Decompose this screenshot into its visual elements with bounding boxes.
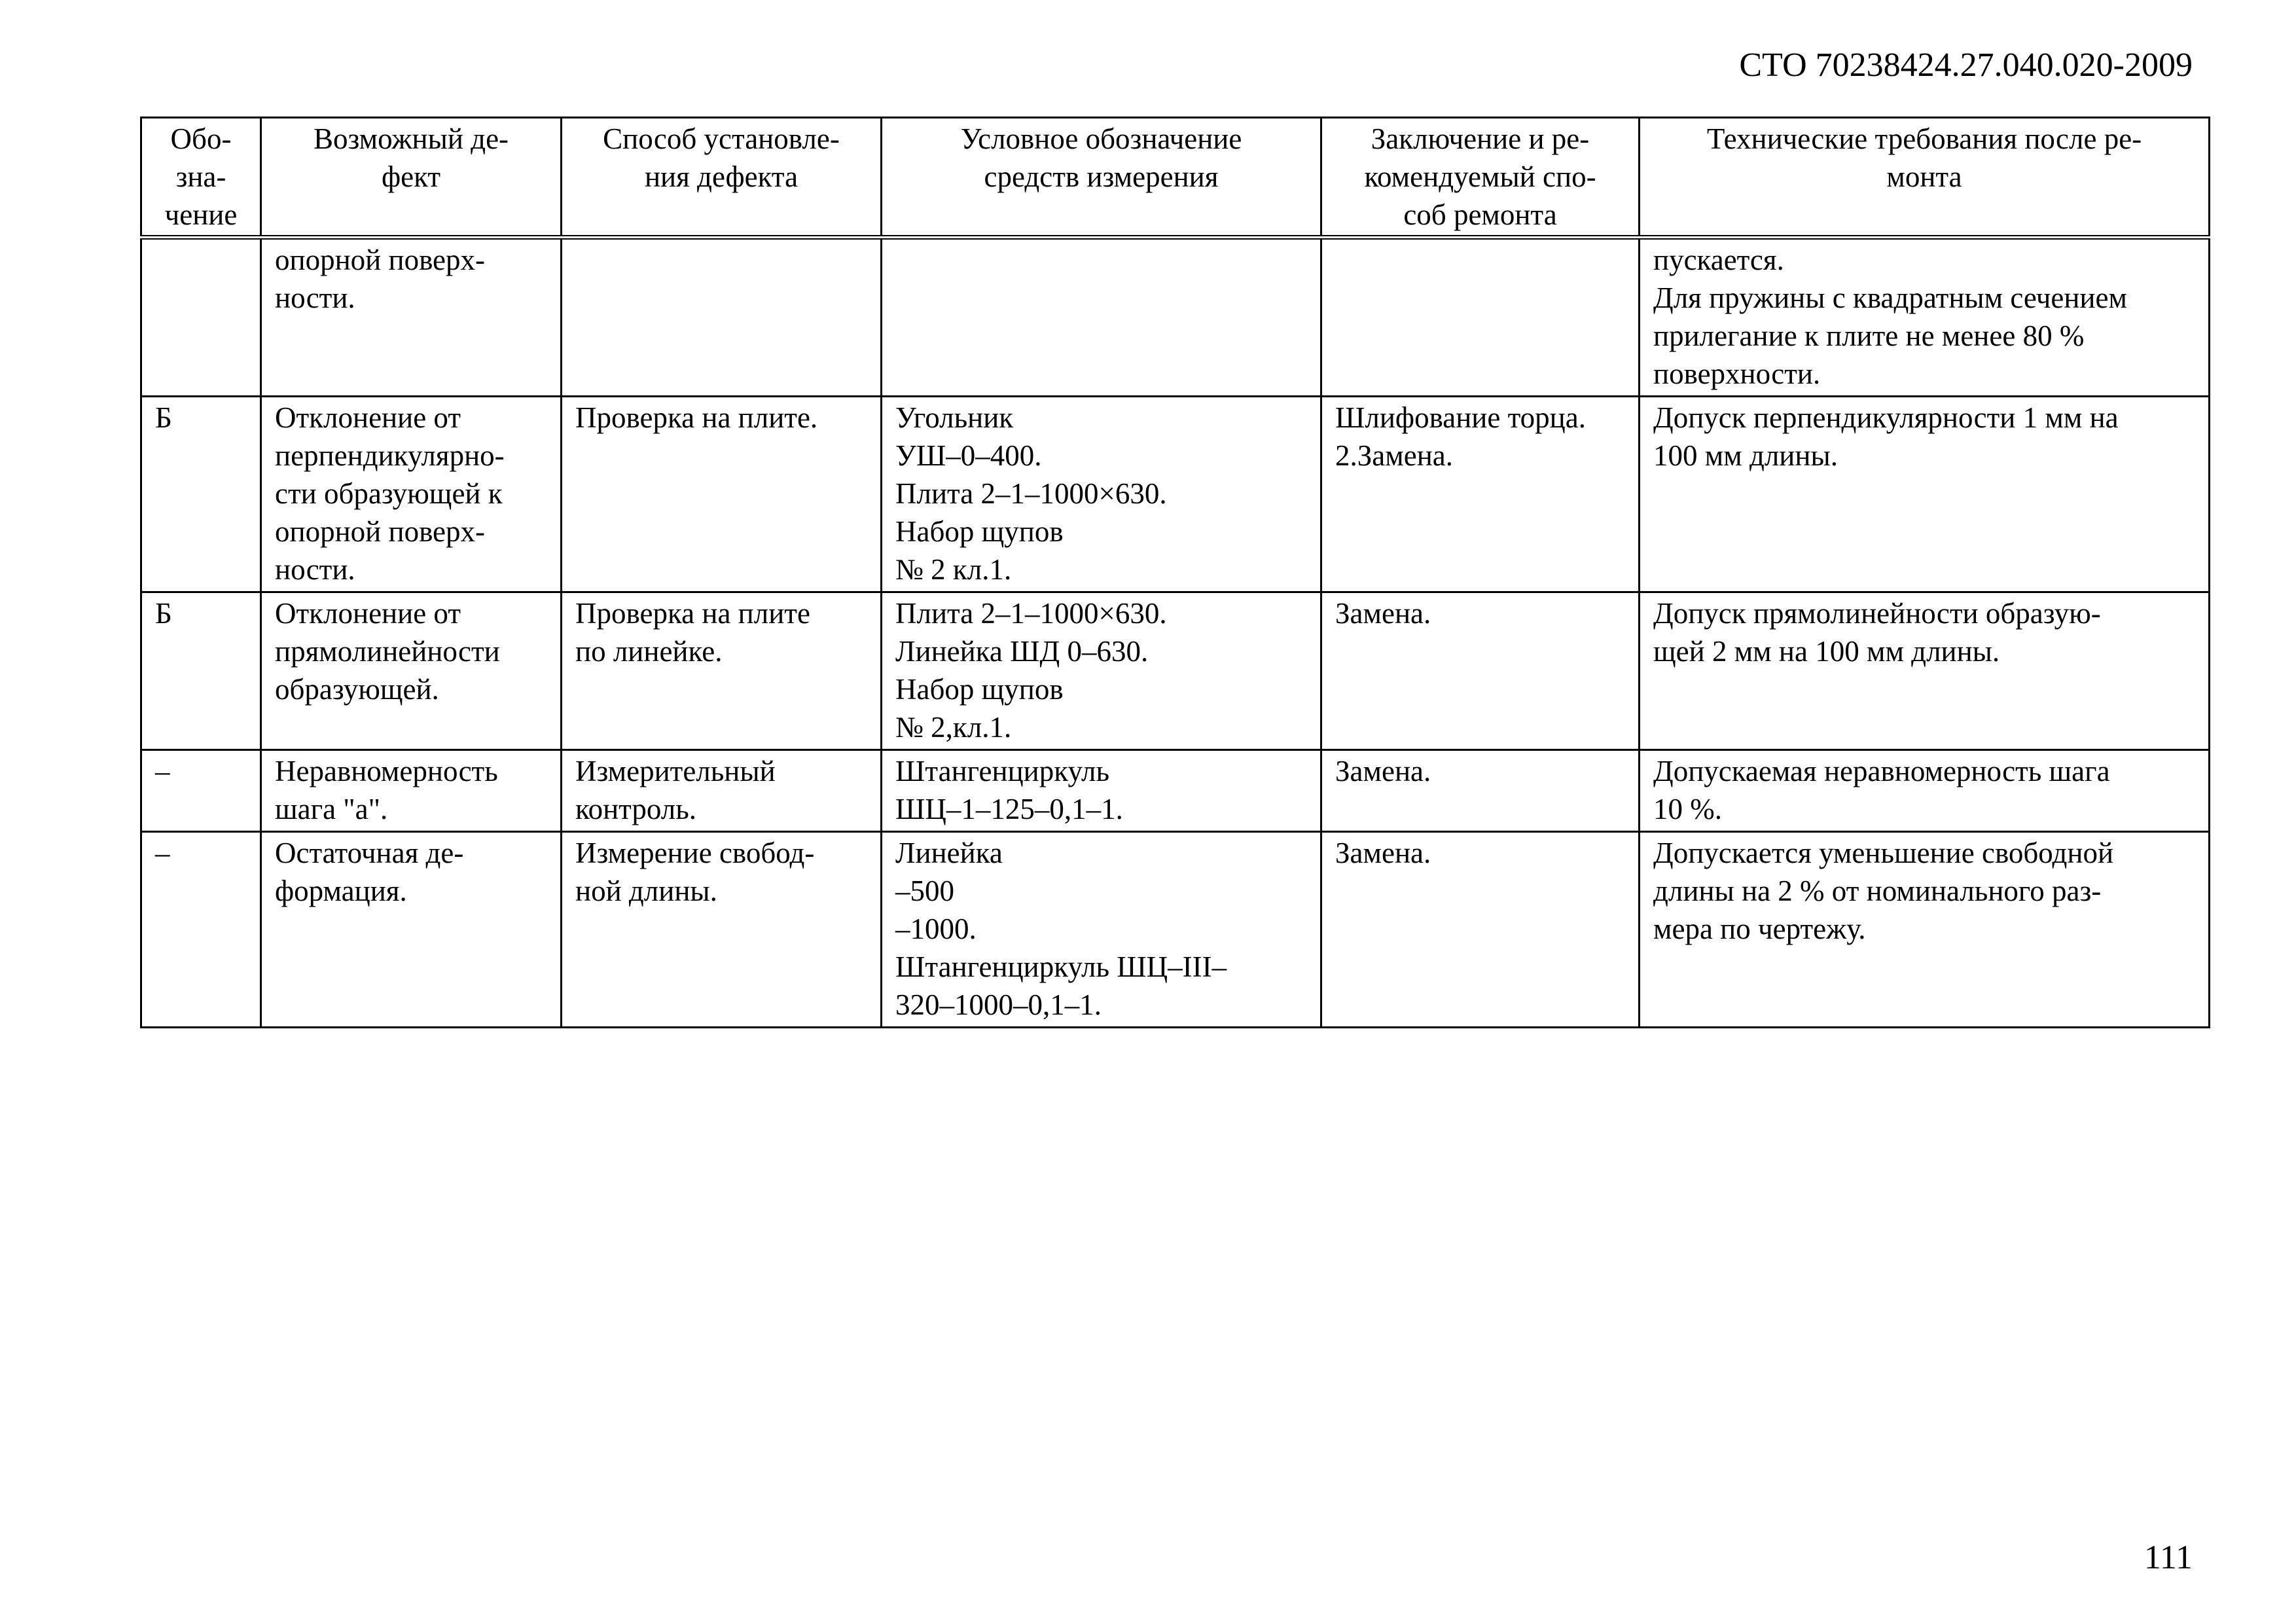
- cell-line: Шлифование торца.: [1335, 401, 1586, 434]
- cell-line: –1000.: [895, 912, 977, 945]
- cell-line: перпендикулярно-: [275, 439, 505, 472]
- cell-line: Допускается уменьшение свободной: [1653, 837, 2114, 869]
- defects-table: [140, 117, 2210, 1028]
- cell-line: Штангенциркуль: [895, 755, 1109, 787]
- cell-line: Отклонение от: [275, 401, 461, 434]
- cell-method: [562, 592, 882, 750]
- cell-line: по линейке.: [575, 635, 723, 668]
- cell-line: Набор щупов: [895, 515, 1064, 548]
- cell-line: прямолинейности: [275, 635, 500, 668]
- cell-line: Замена.: [1335, 837, 1431, 869]
- cell-line: комендуемый спо-: [1364, 160, 1596, 193]
- cell-designation: [141, 832, 261, 1028]
- cell-line: соб ремонта: [1403, 198, 1557, 231]
- cell-requirements: [1640, 750, 2210, 832]
- cell-line: поверхности.: [1653, 357, 1821, 390]
- cell-line: Проверка на плите.: [575, 401, 818, 434]
- cell-conclusion: [1321, 238, 1640, 397]
- table-row: [141, 832, 2210, 1028]
- cell-line: 2.Замена.: [1335, 439, 1454, 472]
- cell-line: средств измерения: [984, 160, 1219, 193]
- cell-line: Заключение и ре-: [1371, 122, 1590, 155]
- cell-method: [562, 238, 882, 397]
- cell-requirements: [1640, 592, 2210, 750]
- cell-line: Линейка: [895, 837, 1003, 869]
- cell-line: опорной поверх-: [275, 515, 486, 548]
- table-body: [141, 238, 2210, 1028]
- column-header-instruments: [882, 118, 1321, 238]
- cell-defect: [261, 238, 562, 397]
- cell-method: [562, 750, 882, 832]
- cell-line: Измерительный: [575, 755, 776, 787]
- cell-line: Штангенциркуль ШЦ–III–: [895, 950, 1227, 983]
- cell-line: шага "а".: [275, 793, 388, 825]
- document-code: СТО 70238424.27.040.020-2009: [1739, 46, 2193, 84]
- cell-method: [562, 397, 882, 592]
- cell-line: Замена.: [1335, 597, 1431, 630]
- cell-line: Условное обозначение: [960, 122, 1242, 155]
- cell-line: пускается.: [1653, 244, 1784, 276]
- page-number: 111: [2144, 1539, 2193, 1576]
- cell-line: щей 2 мм на 100 мм длины.: [1653, 635, 2000, 668]
- cell-line: Допуск прямолинейности образую-: [1653, 597, 2101, 630]
- cell-requirements: [1640, 238, 2210, 397]
- cell-line: Замена.: [1335, 755, 1431, 787]
- cell-line: Обо-: [170, 122, 232, 155]
- cell-instruments: [882, 832, 1321, 1028]
- cell-defect: [261, 750, 562, 832]
- cell-conclusion: [1321, 832, 1640, 1028]
- cell-line: опорной поверх-: [275, 244, 486, 276]
- cell-line: Угольник: [895, 401, 1014, 434]
- cell-line: фект: [381, 160, 441, 193]
- cell-line: Допуск перпендикулярности 1 мм на: [1653, 401, 2119, 434]
- cell-line: Отклонение от: [275, 597, 461, 630]
- cell-line: –: [155, 837, 170, 869]
- cell-line: Плита 2–1–1000×630.: [895, 597, 1167, 630]
- cell-line: ШЦ–1–125–0,1–1.: [895, 793, 1123, 825]
- cell-instruments: [882, 750, 1321, 832]
- cell-line: зна-: [175, 160, 226, 193]
- cell-designation: [141, 592, 261, 750]
- column-header-defect: [261, 118, 562, 238]
- cell-designation: [141, 238, 261, 397]
- column-header-conclusion: [1321, 118, 1640, 238]
- cell-line: Возможный де-: [313, 122, 509, 155]
- cell-line: ности.: [275, 553, 355, 586]
- cell-line: образующей.: [275, 673, 439, 706]
- cell-line: № 2,кл.1.: [895, 711, 1012, 744]
- cell-line: Допускаемая неравномерность шага: [1653, 755, 2110, 787]
- cell-designation: [141, 397, 261, 592]
- cell-line: Способ установле-: [603, 122, 840, 155]
- cell-defect: [261, 397, 562, 592]
- cell-line: длины на 2 % от номинального раз-: [1653, 875, 2102, 907]
- table-row: [141, 397, 2210, 592]
- table-row: [141, 750, 2210, 832]
- cell-line: Неравномерность: [275, 755, 498, 787]
- cell-defect: [261, 592, 562, 750]
- cell-line: мера по чертежу.: [1653, 912, 1866, 945]
- cell-line: –: [155, 755, 170, 787]
- cell-line: ности.: [275, 281, 355, 314]
- cell-conclusion: [1321, 592, 1640, 750]
- cell-line: Для пружины с квадратным сечением: [1653, 281, 2127, 314]
- table-row: [141, 592, 2210, 750]
- cell-requirements: [1640, 397, 2210, 592]
- cell-line: прилегание к плите не менее 80 %: [1653, 319, 2085, 352]
- cell-line: Технические требования после ре-: [1706, 122, 2142, 155]
- cell-line: контроль.: [575, 793, 697, 825]
- column-header-method: [562, 118, 882, 238]
- cell-method: [562, 832, 882, 1028]
- cell-line: № 2 кл.1.: [895, 553, 1012, 586]
- cell-line: 100 мм длины.: [1653, 439, 1838, 472]
- cell-line: сти образующей к: [275, 477, 503, 510]
- cell-line: ной длины.: [575, 875, 717, 907]
- header-row: [141, 118, 2210, 238]
- cell-designation: [141, 750, 261, 832]
- cell-line: чение: [164, 198, 238, 231]
- cell-line: Остаточная де-: [275, 837, 464, 869]
- cell-line: 10 %.: [1653, 793, 1722, 825]
- cell-instruments: [882, 592, 1321, 750]
- column-header-requirements: [1640, 118, 2210, 238]
- cell-conclusion: [1321, 750, 1640, 832]
- table-row: [141, 238, 2210, 397]
- cell-line: Набор щупов: [895, 673, 1064, 706]
- cell-line: Линейка ШД 0–630.: [895, 635, 1149, 668]
- cell-instruments: [882, 397, 1321, 592]
- cell-line: ния дефекта: [644, 160, 798, 193]
- cell-line: Б: [155, 597, 172, 630]
- cell-defect: [261, 832, 562, 1028]
- column-header-designation: [141, 118, 261, 238]
- cell-requirements: [1640, 832, 2210, 1028]
- cell-line: Б: [155, 401, 172, 434]
- cell-line: Проверка на плите: [575, 597, 810, 630]
- cell-line: Измерение свобод-: [575, 837, 815, 869]
- table-header: [141, 118, 2210, 238]
- cell-instruments: [882, 238, 1321, 397]
- cell-line: Плита 2–1–1000×630.: [895, 477, 1167, 510]
- cell-line: формация.: [275, 875, 407, 907]
- cell-line: 320–1000–0,1–1.: [895, 988, 1102, 1021]
- cell-line: –500: [895, 875, 954, 907]
- cell-line: монта: [1886, 160, 1962, 193]
- cell-conclusion: [1321, 397, 1640, 592]
- cell-line: УШ–0–400.: [895, 439, 1042, 472]
